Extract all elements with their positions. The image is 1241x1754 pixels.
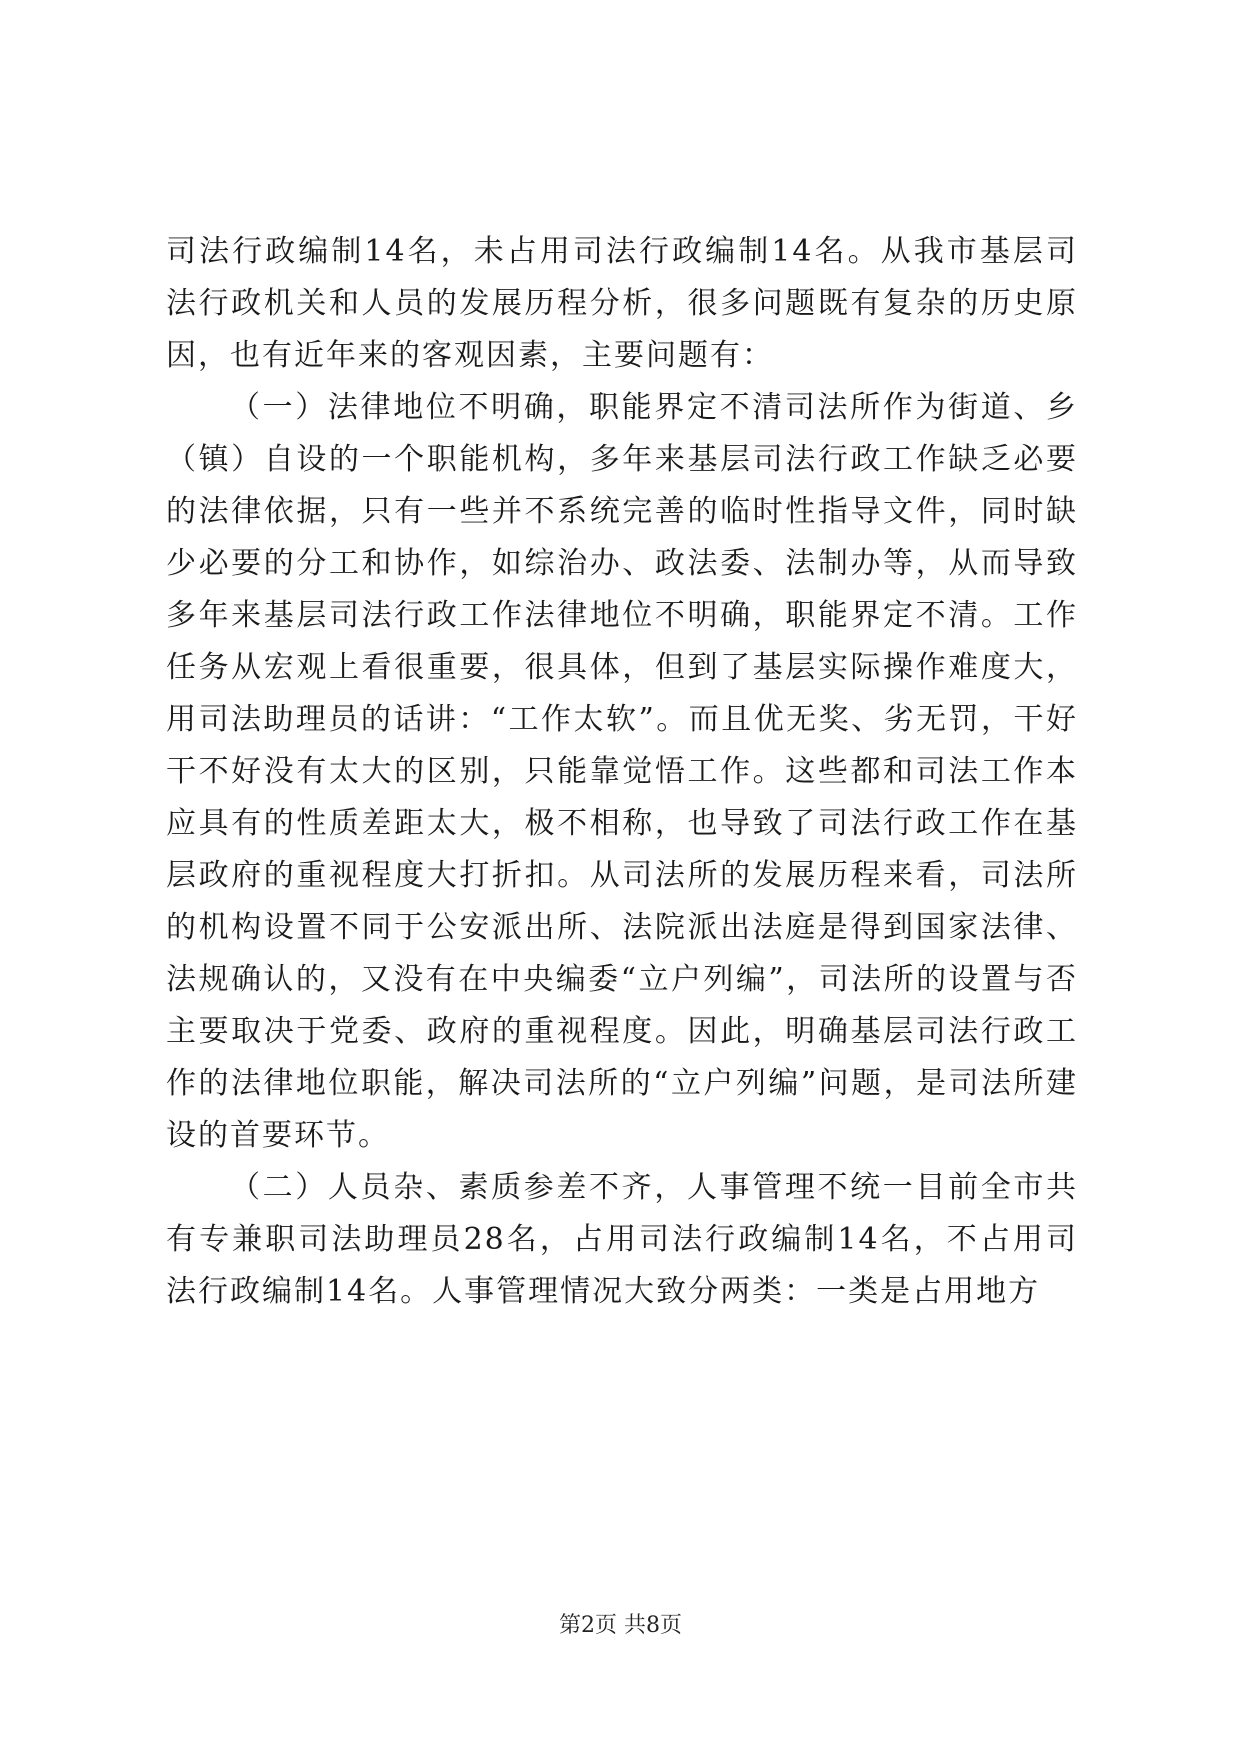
paragraph-section-2: （二）人员杂、素质参差不齐，人事管理不统一目前全市共有专兼职司法助理员28名，占用司法行政编制14名，不占用司法行政编制14名。人事管理情况大致分两类：一类是占用地方 [166,1170,1078,1309]
document-body [166,226,1078,1318]
paragraph-continuation: 司法行政编制14名，未占用司法行政编制14名。从我市基层司法行政机关和人员的发展历程分析，很多问题既有复杂的历史原因，也有近年来的客观因素，主要问题有： [166,234,1078,373]
paragraph-section-1: （一）法律地位不明确，职能界定不清司法所作为街道、乡（镇）自设的一个职能机构，多年来基层司法行政工作缺乏必要的法律依据，只有一些并不系统完善的临时性指导文件，同时缺少必要的分工和协作，如综治办、政法委、法制办等，从而导致多年来基层司法行政工作法律地位不明确，职能界定不清。工作任务从宏观上看很重要，很具体，但到了基层实际操作难度大，用司法助理员的话讲：“工作太软”。而且优无奖、劣无罚，干好干不好没有太大的区别，只能靠觉悟工作。这些都和司法工作本应具有的性质差距太大，极不相称，也导致了司法行政工作在基层政府的重视程度大打折扣。从司法所的发展历程来看，司法所的机构设置不同于公安派出所、法院派出法庭是得到国家法律、法规确认的，又没有在中央编委“立户列编”，司法所的设置与否主要取决于党委、政府的重视程度。因此，明确基层司法行政工作的法律地位职能，解决司法所的“立户列编”问题，是司法所建设的首要环节。 [166,390,1078,1153]
page-number-footer: 第2页 共8页 [559,1613,682,1638]
